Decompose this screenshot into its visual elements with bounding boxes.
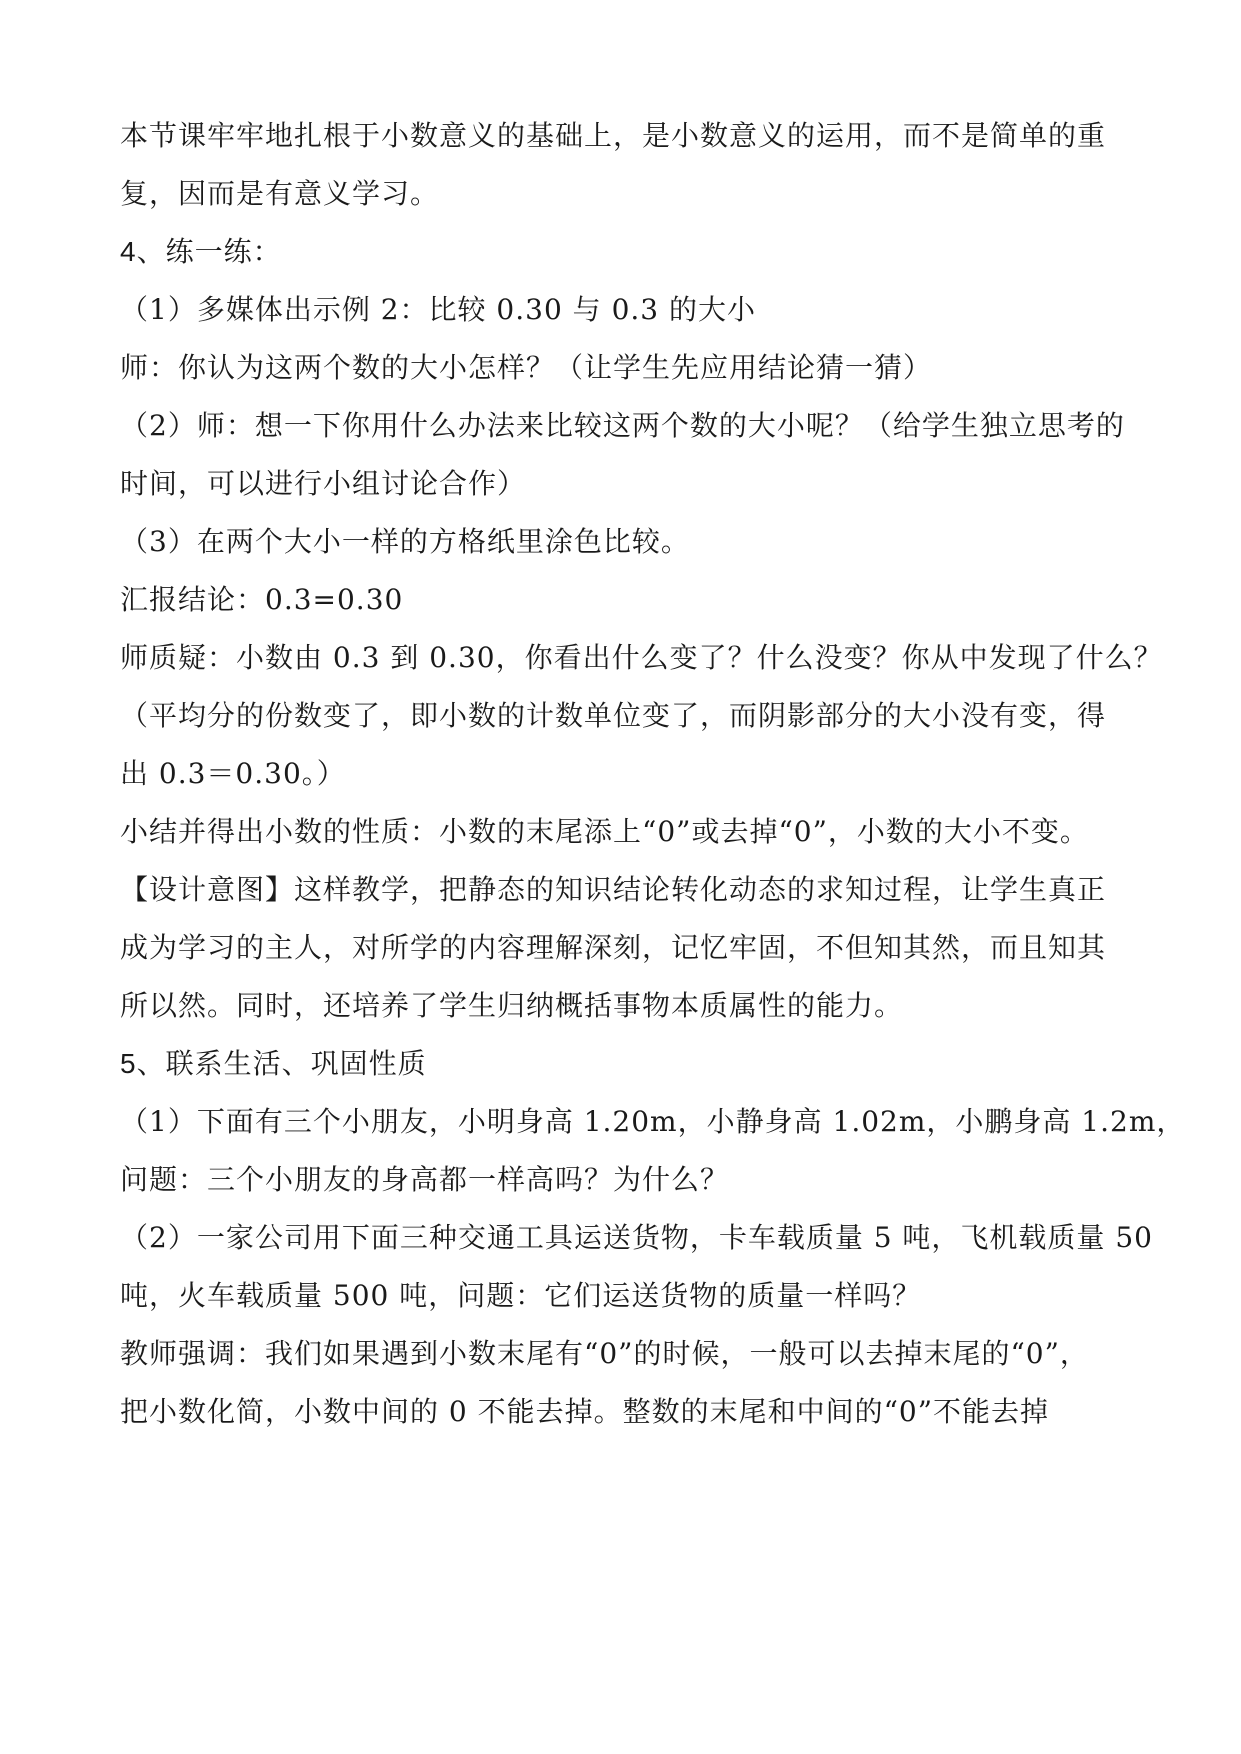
section-heading: 5、联系生活、巩固性质 (120, 1048, 427, 1079)
text-line: 小结并得出小数的性质：小数的末尾添上“0”或去掉“0”，小数的大小不变。 (120, 815, 1089, 848)
text-line: 师：你认为这两个数的大小怎样？（让学生先应用结论猜一猜） (120, 351, 933, 384)
text-line: （2）师：想一下你用什么办法来比较这两个数的大小呢？（给学生独立思考的 (120, 409, 1125, 442)
text-line: 把小数化简，小数中间的 0 不能去掉。整数的末尾和中间的“0”不能去掉 (120, 1395, 1050, 1428)
text-line: 汇报结论：0.3=0.30 (120, 583, 404, 616)
text-line: （2）一家公司用下面三种交通工具运送货物，卡车载质量 5 吨，飞机载质量 50 (120, 1221, 1153, 1254)
text-line: 【设计意图】这样教学，把静态的知识结论转化动态的求知过程，让学生真正 (120, 873, 1107, 906)
section-heading: 4、练一练： (120, 236, 282, 267)
text-line: 出 0.3＝0.30。） (120, 757, 346, 790)
text-line: （1）多媒体出示例 2：比较 0.30 与 0.3 的大小 (120, 293, 757, 326)
text-line: 成为学习的主人，对所学的内容理解深刻，记忆牢固，不但知其然，而且知其 (120, 931, 1107, 964)
text-line: 问题：三个小朋友的身高都一样高吗？为什么？ (120, 1163, 730, 1196)
text-line: 师质疑：小数由 0.3 到 0.30，你看出什么变了？什么没变？你从中发现了什么？ (120, 641, 1163, 674)
text-line: 教师强调：我们如果遇到小数末尾有“0”的时候，一般可以去掉末尾的“0”， (120, 1337, 1089, 1370)
text-line: 所以然。同时，还培养了学生归纳概括事物本质属性的能力。 (120, 989, 904, 1022)
text-line: 时间，可以进行小组讨论合作） (120, 467, 527, 500)
text-line: 吨，火车载质量 500 吨，问题：它们运送货物的质量一样吗？ (120, 1279, 922, 1312)
text-line: （3）在两个大小一样的方格纸里涂色比较。 (120, 525, 690, 558)
text-line: （平均分的份数变了，即小数的计数单位变了，而阴影部分的大小没有变，得 (120, 699, 1107, 732)
text-line: 本节课牢牢地扎根于小数意义的基础上，是小数意义的运用，而不是简单的重 (120, 119, 1107, 152)
text-line: 复，因而是有意义学习。 (120, 177, 440, 210)
text-line: （1）下面有三个小朋友，小明身高 1.20m，小静身高 1.02m，小鹏身高 1.2m， (120, 1105, 1186, 1138)
